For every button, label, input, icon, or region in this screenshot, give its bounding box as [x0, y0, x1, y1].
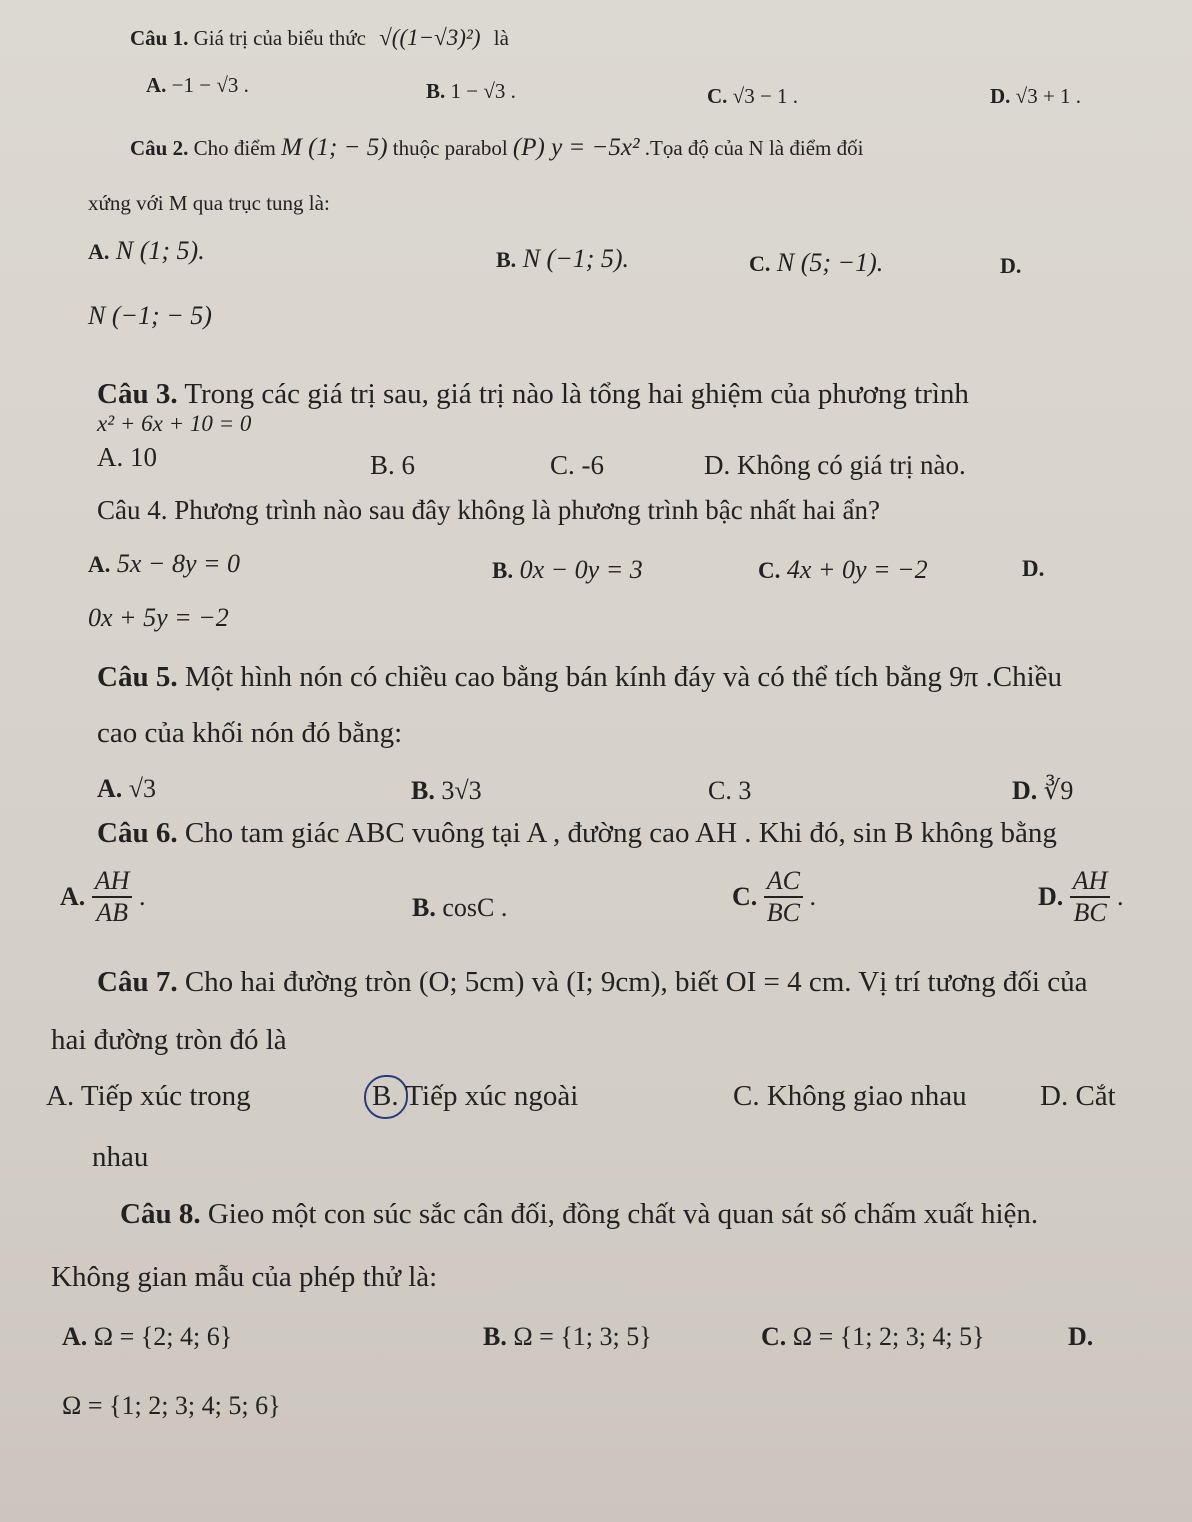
q5-option-a [97, 776, 156, 802]
q2-option-a [88, 238, 205, 264]
q3-text: Trong các giá trị sau, giá trị nào là tổng hai ghiệm của phương trình [184, 378, 969, 410]
q8-label: Câu 8. [120, 1198, 201, 1230]
q8-option-b [483, 1324, 652, 1350]
q2-stem [130, 135, 863, 160]
q1-option-d [990, 86, 1081, 107]
q7-stem [97, 968, 1087, 997]
q6-option-c [732, 868, 816, 926]
q3-equation: x² + 6x + 10 = 0 [97, 411, 252, 436]
q2-option-b-label: B. [496, 247, 517, 272]
q5-option-b-label: B. [411, 776, 435, 805]
q5-option-a-label: A. [97, 774, 123, 803]
q2-line2: xứng với M qua trục tung là: [88, 191, 330, 215]
q2-option-b [496, 246, 629, 272]
q3-option-b: B. 6 [370, 450, 416, 480]
q3-option-a: A. 10 [97, 442, 157, 472]
q6-stem [97, 819, 1057, 848]
q2-option-a-value: N (1; 5). [115, 236, 205, 265]
q2-text3: .Tọa độ của N là điểm đối [644, 136, 864, 160]
q6-option-c-label: C. [732, 882, 758, 911]
q6-option-b-label: B. [412, 893, 436, 922]
q5-option-c: C. 3 [708, 776, 752, 805]
q1-text: Giá trị của biểu thức [193, 26, 366, 50]
q5-option-b-value: 3√3 [441, 776, 482, 805]
q2-option-d-label [1000, 255, 1021, 277]
q5-option-d [1012, 778, 1073, 804]
q2-option-c [749, 250, 883, 276]
q2-parabola: (P) y = −5x² [512, 134, 640, 161]
q8-option-b-label: B. [483, 1322, 507, 1351]
q4-option-d-label [1022, 557, 1044, 580]
q6-option-a-fraction [92, 868, 133, 926]
q6-option-a-dot: . [138, 882, 146, 911]
q4-option-a-value: 5x − 8y = 0 [116, 549, 241, 578]
q7-option-b [372, 1082, 578, 1111]
q8-option-a-label: A. [62, 1322, 88, 1351]
q7-line2: hai đường tròn đó là [51, 1024, 287, 1056]
q6-option-c-numerator: AC [764, 868, 803, 898]
q7-option-d: D. Cắt [1040, 1080, 1116, 1112]
q5-label: Câu 5. [97, 661, 178, 693]
q4-option-a [88, 551, 240, 577]
q5-text: Một hình nón có chiều cao bằng bán kính đáy và có thể tích bằng 9π .Chiều [184, 661, 1063, 693]
q7-option-a: A. Tiếp xúc trong [46, 1080, 251, 1112]
q8-option-d-label [1068, 1324, 1093, 1350]
q8-text: Gieo một con súc sắc cân đối, đồng chất và quan sát số chấm xuất hiện. [207, 1198, 1039, 1230]
q2-option-b-value: N (−1; 5). [522, 244, 630, 273]
q6-text: Cho tam giác ABC vuông tại A , đường cao AH . Khi đó, sin B không bằng [184, 817, 1057, 849]
q5-line2: cao của khối nón đó bằng: [97, 717, 403, 749]
q8-option-d-label-text: D. [1068, 1322, 1094, 1351]
q6-option-a [60, 868, 145, 926]
q1-option-b-label: B. [426, 79, 446, 103]
q6-option-d-denominator: BC [1073, 898, 1107, 927]
q2-text2: thuộc parabol [392, 136, 508, 160]
q1-stem [130, 26, 509, 49]
q1-option-a [146, 75, 249, 96]
q6-option-d-dot: . [1116, 882, 1124, 911]
q8-option-c [761, 1324, 985, 1350]
q6-option-d-numerator: AH [1070, 868, 1111, 898]
q6-option-d [1038, 868, 1123, 926]
q1-option-a-value: −1 − √3 . [171, 73, 249, 97]
q3-stem [97, 380, 969, 409]
q1-option-b [426, 81, 516, 102]
q2-option-c-value: N (5; −1). [776, 248, 884, 277]
q4-option-c-label: C. [758, 558, 781, 583]
q6-option-b [412, 895, 507, 921]
q1-option-c-label: C. [707, 84, 728, 108]
q3-label: Câu 3. [97, 378, 178, 410]
q6-option-a-label: A. [60, 882, 86, 911]
q1-option-d-value: √3 + 1 . [1015, 84, 1082, 108]
q6-option-c-fraction [764, 868, 803, 926]
q6-option-c-dot: . [809, 882, 817, 911]
q7-option-c: C. Không giao nhau [733, 1080, 967, 1112]
q4-text: Phương trình nào sau đây không là phương trình bậc nhất hai ẩn? [174, 495, 880, 525]
q8-option-b-value: Ω = {1; 3; 5} [513, 1322, 652, 1351]
q1-label: Câu 1. [130, 26, 189, 50]
q6-option-b-value: cosC . [442, 893, 508, 922]
q1-option-c-value: √3 − 1 . [732, 84, 799, 108]
q1-tail: là [493, 26, 509, 50]
q4-stem [97, 497, 880, 524]
q7-option-b-value: Tiếp xúc ngoài [405, 1080, 579, 1112]
q6-option-d-fraction [1070, 868, 1111, 926]
q1-option-b-value: 1 − √3 . [450, 79, 516, 103]
q2-option-a-label: A. [88, 239, 110, 264]
q2-text1: Cho điểm [193, 136, 276, 160]
q8-option-a-value: Ω = {2; 4; 6} [93, 1322, 233, 1351]
q7-label: Câu 7. [97, 966, 178, 998]
q1-option-c [707, 86, 798, 107]
q2-option-d-value: N (−1; − 5) [88, 301, 212, 330]
q1-option-d-label: D. [990, 84, 1011, 108]
q8-line2: Không gian mẫu của phép thử là: [51, 1261, 438, 1293]
q8-option-c-value: Ω = {1; 2; 3; 4; 5} [792, 1322, 985, 1351]
q5-option-d-label: D. [1012, 776, 1038, 805]
q8-stem [120, 1200, 1038, 1229]
q6-option-d-label: D. [1038, 882, 1064, 911]
q2-option-d-label-text: D. [1000, 253, 1022, 278]
q4-option-b-value: 0x − 0y = 3 [519, 555, 643, 584]
q8-option-c-label: C. [761, 1322, 787, 1351]
q6-label: Câu 6. [97, 817, 178, 849]
q6-option-c-denominator: BC [766, 898, 801, 927]
q1-expression: √((1−√3)²) [379, 25, 481, 50]
q4-option-c [758, 557, 928, 583]
q4-option-b [492, 557, 643, 583]
q7-text: Cho hai đường tròn (O; 5cm) và (I; 9cm), biết OI = 4 cm. Vị trí tương đối của [184, 966, 1088, 998]
q5-stem [97, 663, 1062, 692]
q7-option-b-label: B. [372, 1080, 399, 1112]
q2-point: M (1; − 5) [281, 134, 388, 161]
q8-option-d-value: Ω = {1; 2; 3; 4; 5; 6} [62, 1391, 281, 1420]
q1-option-a-label: A. [146, 73, 167, 97]
q4-option-d-label-text: D. [1022, 556, 1045, 581]
q5-option-a-value: √3 [128, 774, 157, 803]
q2-option-c-label: C. [749, 251, 771, 276]
q3-option-d: D. Không có giá trị nào. [704, 450, 966, 480]
q4-label: Câu 4. [97, 495, 168, 525]
q6-option-a-denominator: AB [96, 898, 128, 927]
q4-option-d-value: 0x + 5y = −2 [88, 603, 229, 632]
q4-option-b-label: B. [492, 558, 514, 583]
q3-option-c: C. -6 [550, 450, 604, 480]
q5-option-d-value: ∛9 [1043, 776, 1074, 805]
q8-option-a [62, 1324, 232, 1350]
q7-option-d-continued: nhau [92, 1141, 149, 1173]
q6-option-a-numerator: AH [92, 868, 133, 898]
q5-option-b [411, 778, 482, 804]
q2-label: Câu 2. [130, 136, 189, 160]
q4-option-a-label: A. [88, 552, 111, 577]
q4-option-c-value: 4x + 0y = −2 [786, 555, 928, 584]
